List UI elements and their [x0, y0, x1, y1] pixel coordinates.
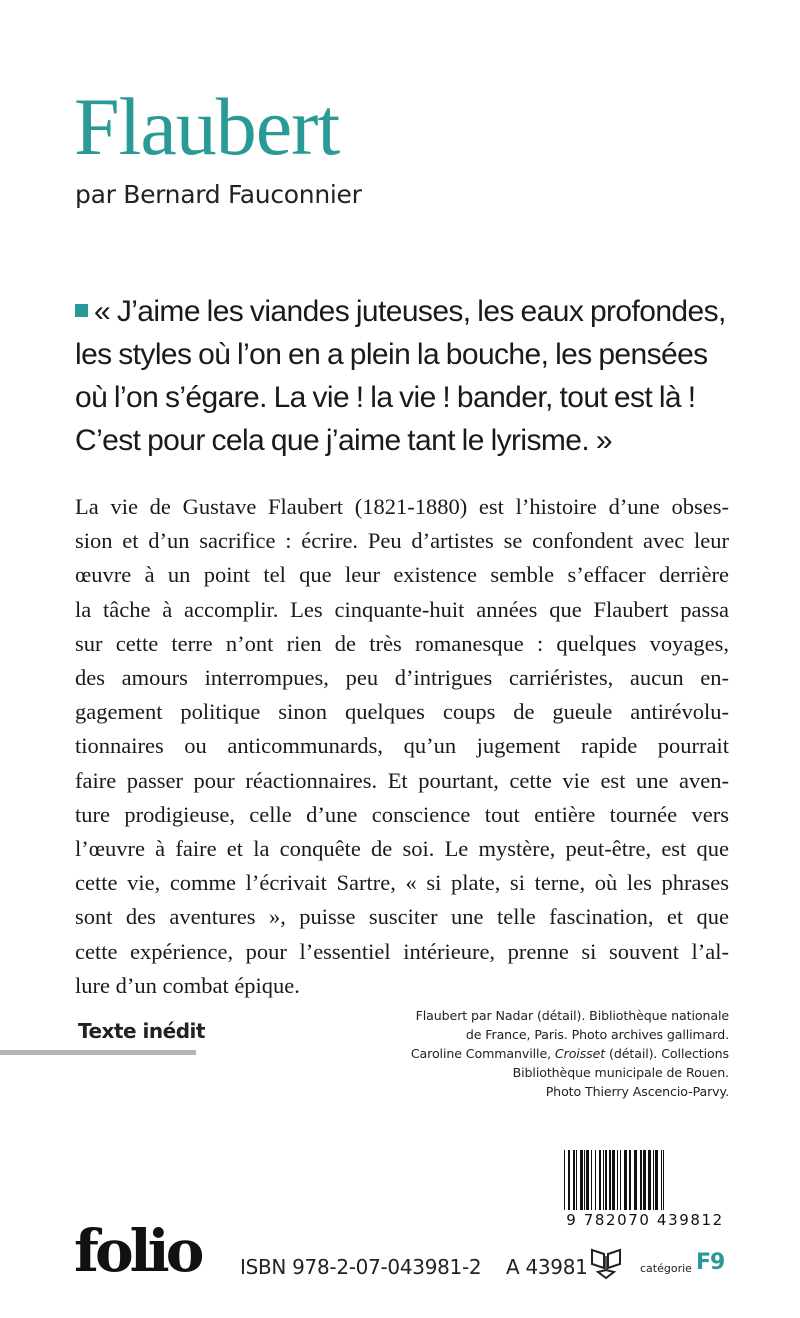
blurb-text: [75, 490, 729, 1003]
barcode-bar: [620, 1150, 621, 1210]
barcode-bar: [605, 1150, 607, 1210]
barcode-bar: [609, 1150, 611, 1210]
blurb-line: œuvre à un point tel que leur existence semble s’effacer derrière: [75, 562, 729, 588]
barcode-bar: [629, 1150, 631, 1210]
blurb-line: gagement politique sinon quelques coups de gueule antirévolu-: [75, 699, 729, 725]
blurb-line: la tâche à accomplir. Les cinquante-huit années que Flaubert passa: [75, 596, 729, 622]
credit-prefix: Caroline Commanville,: [410, 1046, 555, 1061]
barcode-bar: [640, 1150, 642, 1210]
blurb-line: l’œuvre à faire et la conquête de soi. Le mystère, peut-être, est que: [75, 836, 729, 862]
blurb-line: cette vie, comme l’écrivait Sartre, « si plate, si terne, où les phrases: [75, 870, 729, 896]
label-underline-bar: [0, 1050, 196, 1055]
book-author: par Bernard Fauconnier: [75, 180, 362, 209]
credit-line: de France, Paris. Photo archives gallimard.: [465, 1027, 729, 1042]
barcode-bar: [612, 1150, 615, 1210]
epigraph-quote: [75, 290, 735, 462]
credit-suffix: (détail). Collections: [605, 1046, 729, 1061]
category-code: F9: [696, 1250, 725, 1275]
barcode-bar: [564, 1150, 565, 1210]
book-icon: [588, 1246, 624, 1280]
barcode-bar: [617, 1150, 618, 1210]
category-label: catégorie: [640, 1262, 692, 1275]
barcode-bar: [624, 1150, 627, 1210]
barcode-bar: [634, 1150, 637, 1210]
blurb-line: sont des aventures », puisse susciter une telle fascination, et que: [75, 904, 729, 930]
photo-credits: [369, 1006, 729, 1101]
blurb-line: ture prodigieuse, celle d’une conscience tout entière tournée vers: [75, 801, 729, 827]
barcode-bar: [576, 1150, 577, 1210]
barcode-bar: [580, 1150, 583, 1210]
barcode-bar: [584, 1150, 585, 1210]
blurb-line: cette expérience, pour l’essentiel intérieure, prenne si souvent l’al-: [75, 938, 729, 964]
credit-line: Bibliothèque municipale de Rouen.: [512, 1065, 729, 1080]
blurb-line: sion et d’un sacrifice : écrire. Peu d’artistes se confondent avec leur: [75, 528, 729, 554]
product-code: A 43981: [506, 1255, 588, 1279]
credit-artwork-title: Croisset: [554, 1046, 606, 1061]
blurb-line: lure d’un combat épique.: [75, 972, 300, 998]
barcode-bar: [643, 1150, 646, 1210]
book-title: Flaubert: [74, 81, 340, 172]
barcode-bar: [591, 1150, 592, 1210]
publisher-logo: folio: [74, 1217, 201, 1285]
barcode-bar: [648, 1150, 651, 1210]
isbn-text: ISBN 978-2-07-043981-2: [240, 1255, 482, 1279]
quote-marker-square: [75, 304, 88, 317]
barcode-bar: [655, 1150, 658, 1210]
credit-line: Flaubert par Nadar (détail). Bibliothèque nationale: [415, 1008, 729, 1023]
blurb-line: La vie de Gustave Flaubert (1821-1880) est l’histoire d’une obses-: [75, 494, 729, 519]
blurb-line: faire passer pour réactionnaires. Et pourtant, cette vie est une aven-: [75, 767, 729, 793]
barcode-number: 9 782070 439812: [566, 1211, 724, 1229]
barcode-bar: [661, 1150, 662, 1210]
blurb-line: tionnaires ou anticommunards, qu’un jugement rapide pourrait: [75, 733, 729, 759]
barcode-bar: [595, 1150, 596, 1210]
barcode-image: [562, 1150, 728, 1210]
barcode-bar: [586, 1150, 589, 1210]
barcode-bar: [603, 1150, 604, 1210]
credit-line: Photo Thierry Ascencio-Parvy.: [545, 1084, 729, 1099]
unpublished-label: Texte inédit: [78, 1019, 205, 1043]
barcode-bar: [599, 1150, 601, 1210]
barcode-bar: [573, 1150, 575, 1210]
quote-text: « J’aime les viandes juteuses, les eaux profondes, les styles où l’on en a plein la bouche, les pensées où l’on s’égare. La vie ! la vie ! bander, tout est là ! C’est pour cela que j’aime tant le lyrisme. »: [75, 295, 726, 457]
barcode-bar: [663, 1150, 664, 1210]
blurb-line: sur cette terre n’ont rien de très romanesque : quelques voyages,: [75, 630, 729, 656]
barcode-bar: [653, 1150, 654, 1210]
barcode-bar: [568, 1150, 570, 1210]
credit-line: [369, 1044, 729, 1063]
blurb-line: des amours interrompues, peu d’intrigues carriéristes, aucun en-: [75, 665, 729, 691]
